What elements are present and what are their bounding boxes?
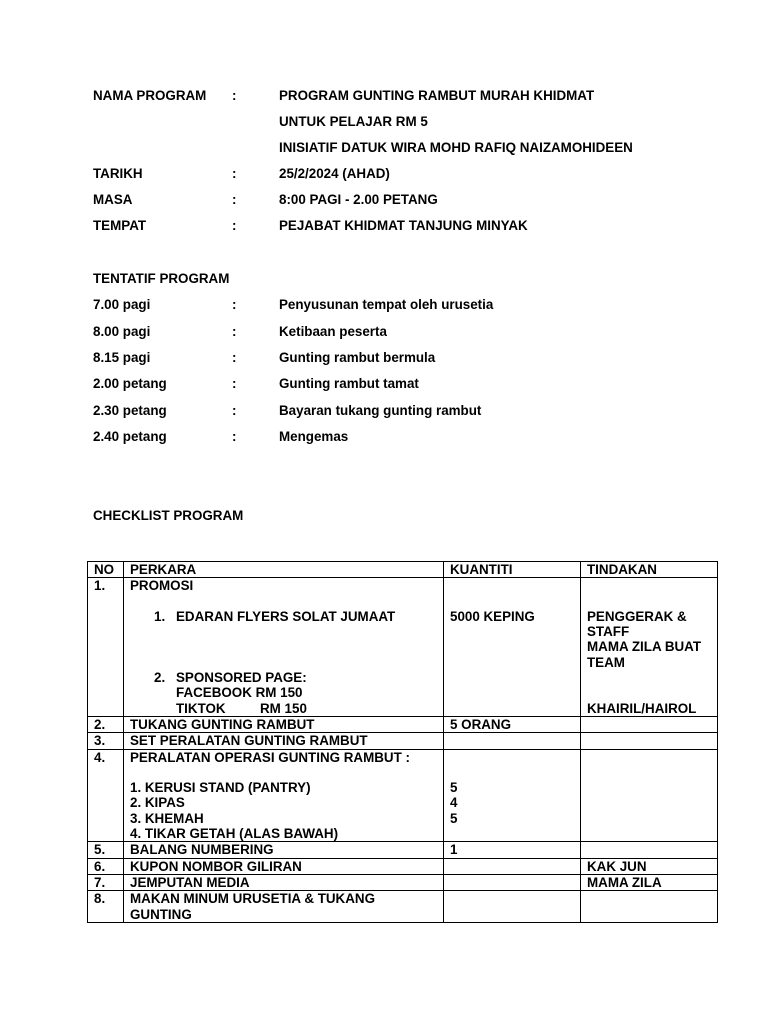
action-line: STAFF — [587, 624, 630, 640]
table-row — [88, 749, 718, 842]
row-item — [124, 891, 444, 923]
colon: : — [232, 429, 237, 444]
venue-label: TEMPAT — [93, 218, 147, 233]
header-no: NO — [88, 562, 124, 578]
schedule-item — [93, 375, 733, 393]
table-header-row — [88, 562, 718, 578]
schedule-time: 2.40 petang — [93, 429, 167, 444]
checklist-heading: CHECKLIST PROGRAM — [93, 508, 244, 523]
row-item: TUKANG GUNTING RAMBUT — [124, 716, 444, 732]
sub-number: 1. — [154, 608, 166, 624]
schedule-activity: Ketibaan peserta — [279, 324, 387, 339]
tiktok-label: TIKTOK — [176, 700, 226, 716]
schedule-item — [93, 428, 733, 446]
row-number: 4. — [88, 749, 124, 842]
item-line: GUNTING — [130, 906, 192, 922]
row-number: 6. — [88, 858, 124, 874]
equipment-qty: 5 — [450, 810, 458, 826]
row-action — [581, 716, 718, 732]
promo-sub-item-2 — [130, 670, 437, 685]
row-item: JEMPUTAN MEDIA — [124, 874, 444, 890]
colon: : — [232, 218, 237, 233]
table-row — [88, 716, 718, 732]
program-name-line-1: PROGRAM GUNTING RAMBUT MURAH KHIDMAT — [279, 88, 595, 103]
equipment-item: 2. KIPAS — [130, 795, 185, 811]
row-number: 7. — [88, 874, 124, 890]
promo-tiktok — [130, 701, 437, 716]
colon: : — [232, 376, 237, 391]
schedule-item — [93, 349, 733, 367]
header-kuantiti: KUANTITI — [444, 562, 581, 578]
row-quantity: 1 — [444, 842, 581, 858]
header-tindakan: TINDAKAN — [581, 562, 718, 578]
schedule-time: 2.00 petang — [93, 376, 167, 391]
item-line: MAKAN MINUM URUSETIA & TUKANG — [130, 891, 375, 907]
row-quantity — [444, 891, 581, 923]
schedule-item — [93, 323, 733, 341]
schedule-item — [93, 402, 733, 420]
schedule-activity: Mengemas — [279, 429, 349, 444]
program-name-row — [93, 87, 733, 105]
table-row — [88, 842, 718, 858]
table-row — [88, 874, 718, 890]
row-number: 2. — [88, 716, 124, 732]
row-action — [581, 842, 718, 858]
colon: : — [232, 350, 237, 365]
row-number: 5. — [88, 842, 124, 858]
equipment-item: 1. KERUSI STAND (PANTRY) — [130, 780, 311, 796]
colon: : — [232, 297, 237, 312]
row-action — [581, 891, 718, 923]
row-action: MAMA ZILA — [581, 874, 718, 890]
table-row — [88, 891, 718, 923]
schedule-time: 8.00 pagi — [93, 324, 151, 339]
row-quantity: 5 ORANG — [444, 716, 581, 732]
row-quantity — [444, 874, 581, 890]
program-name-line-3: INISIATIF DATUK WIRA MOHD RAFIQ NAIZAMOHIDEEN — [279, 140, 633, 155]
row-number: 1. — [88, 578, 124, 717]
equipment-qty: 5 — [450, 780, 458, 796]
time-label: MASA — [93, 192, 133, 207]
row-action: KAK JUN — [581, 858, 718, 874]
schedule-heading: TENTATIF PROGRAM — [93, 271, 230, 286]
table-row — [88, 578, 718, 717]
program-name-line-2: UNTUK PELAJAR RM 5 — [279, 114, 428, 129]
colon: : — [232, 324, 237, 339]
action-line: MAMA ZILA BUAT — [587, 639, 702, 655]
schedule-time: 7.00 pagi — [93, 297, 151, 312]
colon: : — [232, 403, 237, 418]
action-line: KHAIRIL/HAIROL — [587, 700, 697, 716]
program-name-label: NAMA PROGRAM — [93, 88, 207, 103]
equipment-qty: 4 — [450, 795, 458, 811]
row-quantity — [444, 858, 581, 874]
quantity-value: 5000 KEPING — [450, 608, 535, 624]
venue-row — [93, 217, 733, 235]
row-action — [581, 733, 718, 749]
action-line: PENGGERAK & — [587, 608, 687, 624]
row-item: SET PERALATAN GUNTING RAMBUT — [124, 733, 444, 749]
schedule-activity: Gunting rambut bermula — [279, 350, 436, 365]
checklist-table — [87, 561, 718, 923]
schedule-activity: Bayaran tukang gunting rambut — [279, 403, 482, 418]
date-label: TARIKH — [93, 166, 143, 181]
header-perkara: PERKARA — [124, 562, 444, 578]
promo-sub-item-1 — [130, 609, 437, 624]
tiktok-price: RM 150 — [260, 700, 307, 716]
date-row — [93, 165, 733, 183]
table-row — [88, 733, 718, 749]
sub-number: 2. — [154, 670, 166, 686]
row-quantity — [444, 749, 581, 842]
row-number: 8. — [88, 891, 124, 923]
row-quantity — [444, 733, 581, 749]
equipment-item: 3. KHEMAH — [130, 810, 204, 826]
row-number: 3. — [88, 733, 124, 749]
equipment-item: 4. TIKAR GETAH (ALAS BAWAH) — [130, 826, 339, 842]
row-item: KUPON NOMBOR GILIRAN — [124, 858, 444, 874]
row-quantity — [444, 578, 581, 717]
promo-title: PROMOSI — [130, 578, 194, 594]
promo-facebook: FACEBOOK RM 150 — [176, 685, 303, 701]
colon: : — [232, 192, 237, 207]
row-item: BALANG NUMBERING — [124, 842, 444, 858]
sub-text: EDARAN FLYERS SOLAT JUMAAT — [176, 608, 396, 624]
schedule-activity: Penyusunan tempat oleh urusetia — [279, 297, 494, 312]
time-row — [93, 191, 733, 209]
row-action — [581, 578, 718, 717]
row-action — [581, 749, 718, 842]
schedule-item — [93, 296, 733, 314]
venue-value: PEJABAT KHIDMAT TANJUNG MINYAK — [279, 218, 528, 233]
action-line: TEAM — [587, 654, 625, 670]
schedule-time: 2.30 petang — [93, 403, 167, 418]
equipment-title: PERALATAN OPERASI GUNTING RAMBUT : — [130, 749, 410, 765]
sub-text: SPONSORED PAGE: — [176, 670, 307, 686]
table-row — [88, 858, 718, 874]
program-name-row-2 — [93, 113, 733, 131]
program-name-row-3 — [93, 139, 733, 157]
date-value: 25/2/2024 (AHAD) — [279, 166, 390, 181]
time-value: 8:00 PAGI - 2.00 PETANG — [279, 192, 438, 207]
row-item — [124, 578, 444, 717]
colon: : — [232, 88, 237, 103]
schedule-activity: Gunting rambut tamat — [279, 376, 419, 391]
row-item — [124, 749, 444, 842]
colon: : — [232, 166, 237, 181]
schedule-time: 8.15 pagi — [93, 350, 151, 365]
